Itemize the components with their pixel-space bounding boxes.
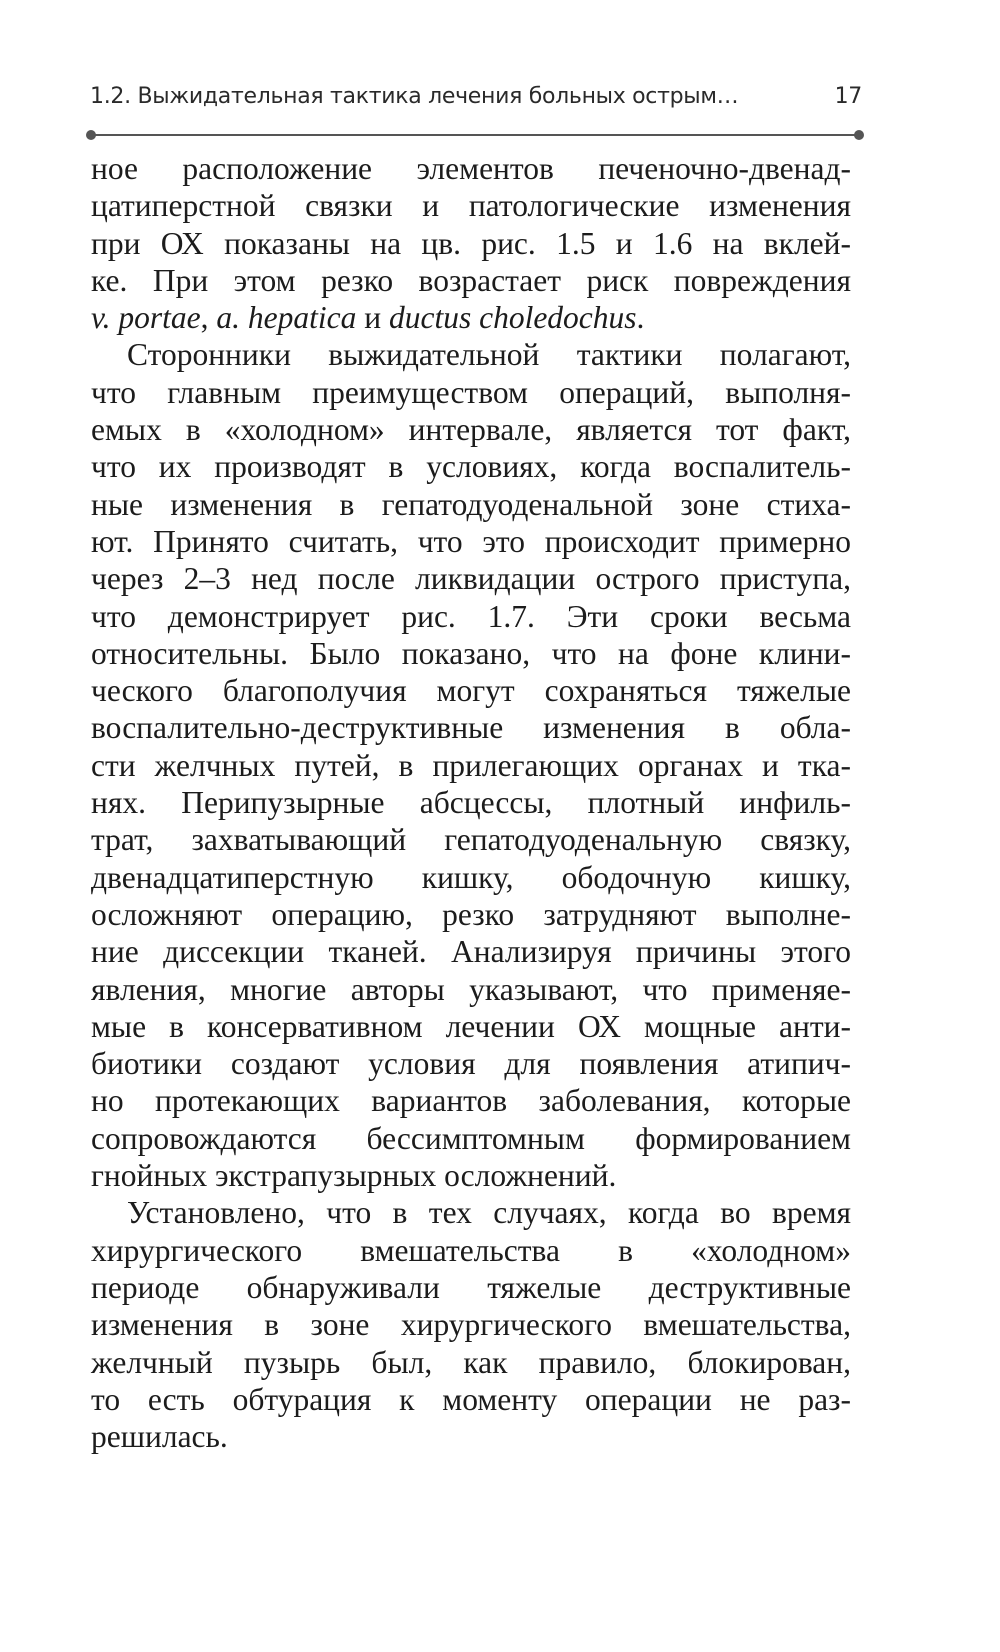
text-line: изменения в зоне хирургического вмешательства, [91,1307,851,1343]
separator: . [636,300,645,336]
header-rule [86,128,864,142]
text-line: сопровождаются бессимптомным формированием [91,1120,851,1156]
text-line: трат, захватывающий гепатодуоденальную связку, [91,822,851,858]
chapter-title: 1.2. Выжидательная тактика лечения больных острым… [90,84,739,109]
text-line: воспалительно-деструктивные изменения в обла- [91,710,851,746]
term-v-portae: v. portae [91,300,201,336]
text-line: ное расположение элементов печеночно-двенад- [91,151,851,186]
text-line: относительны. Было показано, что на фоне клини- [91,635,851,671]
text-line: цатиперстной связки и патологические изменения [91,188,851,224]
text-line: Сторонники выжидательной тактики полагают, [127,337,851,373]
text-line: нях. Перипузырные абсцессы, плотный инфиль- [91,785,851,821]
text-line: двенадцатиперстную кишку, ободочную кишку, [91,859,851,895]
page-number: 17 [834,84,862,109]
text-line: периоде обнаруживали тяжелые деструктивные [91,1269,851,1305]
text-line: биотики создают условия для появления атипич- [91,1046,851,1082]
text-line: что демонстрирует рис. 1.7. Эти сроки весьма [91,598,851,634]
text-line: что главным преимуществом операций, выполня- [91,374,851,410]
text-line: сти желчных путей, в прилегающих органах и тка- [91,747,851,783]
text-line-latin-terms [91,299,851,336]
text-line: емых в «холодном» интервале, является тот факт, [91,412,851,448]
text-line: хирургического вмешательства в «холодном» [91,1232,851,1268]
header-rule-dot-left [86,130,96,140]
header-rule-line [90,134,860,136]
text-line: через 2–3 нед после ликвидации острого приступа, [91,561,851,597]
text-line: но протекающих вариантов заболевания, которые [91,1083,851,1119]
text-line: ке. При этом резко возрастает риск повреждения [91,262,851,298]
text-line: желчный пузырь был, как правило, блокирован, [91,1344,851,1380]
separator: , [200,300,217,336]
text-line: при ОХ показаны на цв. рис. 1.5 и 1.6 на вклей- [91,225,851,261]
term-ductus-choledochus: ductus choledochus [388,300,637,336]
text-line: что их производят в условиях, когда воспалитель- [91,449,851,485]
text-line: мые в консервативном лечении ОХ мощные анти- [91,1008,851,1044]
text-line: гнойных экстрапузырных осложнений. [91,1158,617,1194]
text-line: то есть обтурация к моменту операции не раз- [91,1381,851,1417]
running-header [90,84,862,124]
text-line: явления, многие авторы указывают, что применяе- [91,971,851,1007]
header-rule-dot-right [854,130,864,140]
text-line: ные изменения в гепатодуоденальной зоне стиха- [91,486,851,522]
text-line: ние диссекции тканей. Анализируя причины этого [91,934,851,970]
body-text [91,150,851,1455]
separator: и [356,300,389,336]
term-a-hepatica: a. hepatica [216,300,357,336]
text-line: ют. Принято считать, что это происходит примерно [91,523,851,559]
text-line: ческого благополучия могут сохраняться тяжелые [91,673,851,709]
text-line: Установлено, что в тех случаях, когда во время [127,1195,851,1231]
text-line: осложняют операцию, резко затрудняют выполне- [91,896,851,932]
text-line: решилась. [91,1419,228,1455]
